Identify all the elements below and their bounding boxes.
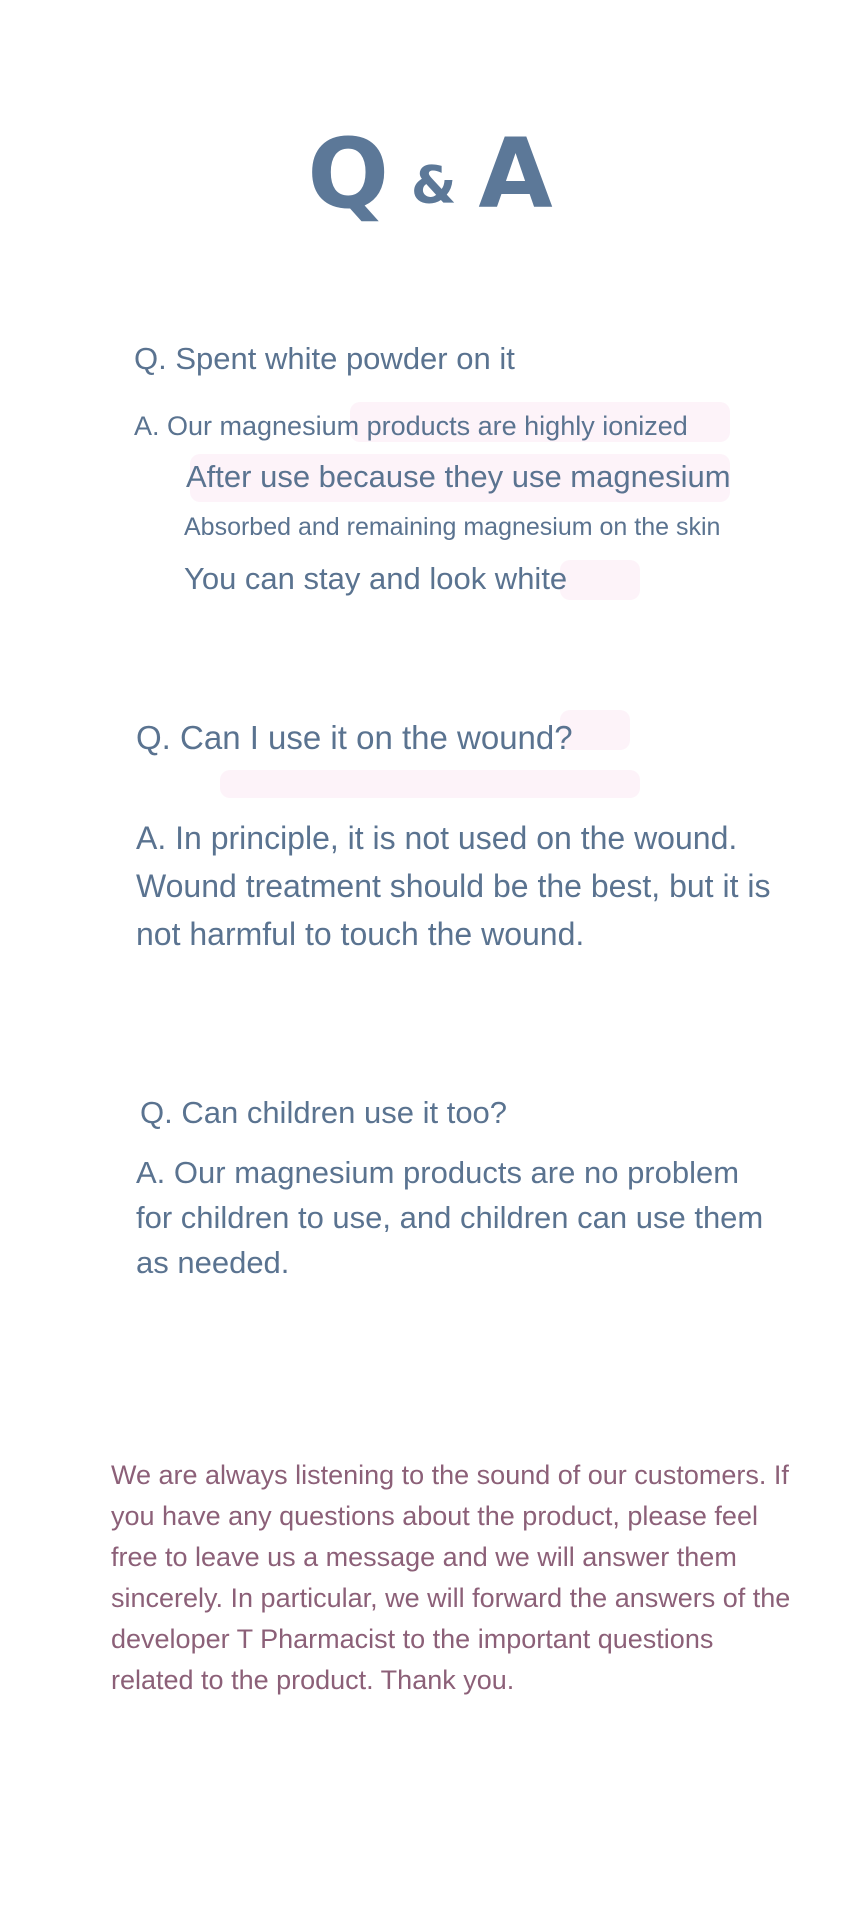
closing-message: We are always listening to the sound of our customers. If you have any questions about the product, please feel free to leave us a message and we will answer them sincerely. In particular, we will forward the answers of the developer T Pharmacist to the important questions related to the product. Thank you. — [111, 1460, 791, 1695]
answer-children: A. Our magnesium products are no problem for children to use, and children can use them as needed. — [136, 1155, 764, 1280]
title-a: A — [478, 118, 553, 231]
page-title — [0, 118, 860, 231]
title-q: Q — [307, 118, 389, 231]
question-powder: Q. Spent white powder on it — [134, 341, 515, 376]
answer-wound: A. In principle, it is not used on the wound. Wound treatment should be the best, but it is not harmful to touch the wound. — [136, 820, 771, 952]
highlight-strip — [560, 560, 640, 600]
title-ampersand: & — [410, 156, 457, 217]
question-children: Q. Can children use it too? — [140, 1095, 508, 1130]
answer-powder-line-1: A. Our magnesium products are highly ionized — [134, 411, 688, 441]
question-wound: Q. Can I use it on the wound? — [136, 719, 573, 756]
highlight-strip — [220, 770, 640, 798]
answer-powder-line-3: Absorbed and remaining magnesium on the skin — [184, 513, 721, 541]
answer-powder-line-2: After use because they use magnesium — [186, 459, 731, 494]
answer-powder-line-4: You can stay and look white — [184, 561, 568, 596]
